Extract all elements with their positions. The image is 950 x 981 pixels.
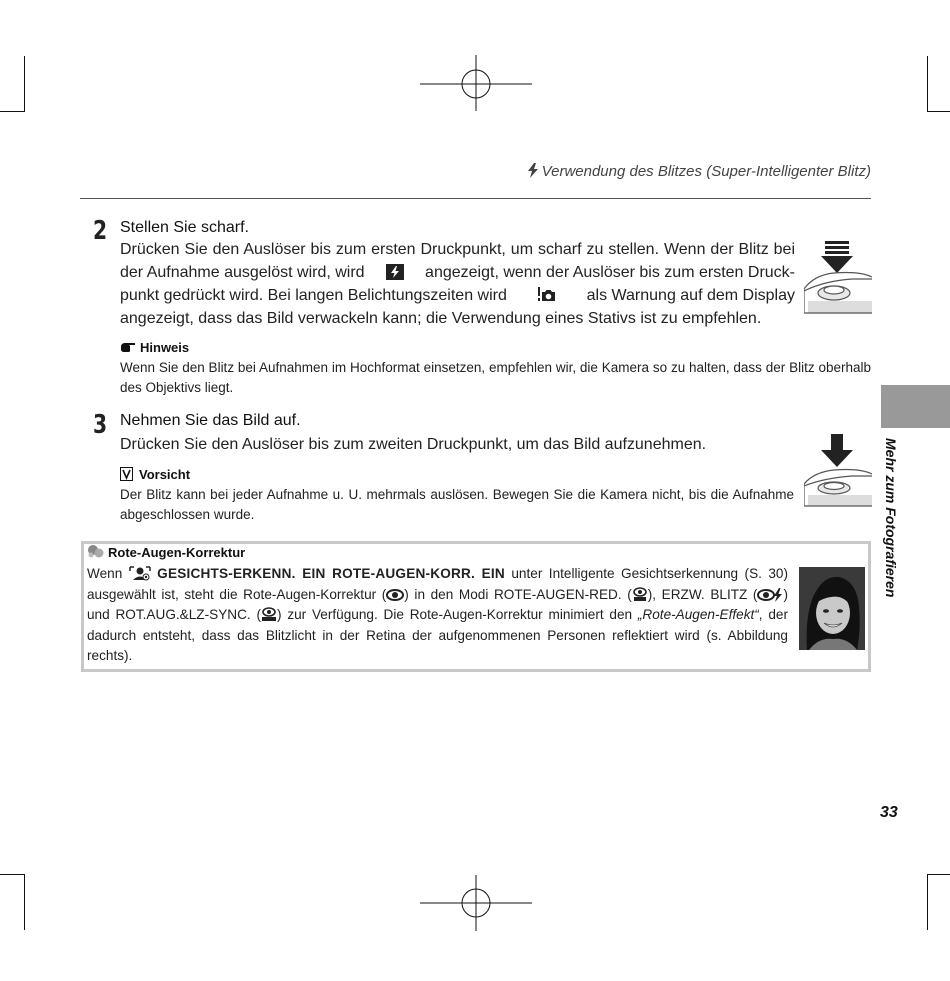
text-span: ), ERZW. BLITZ ( [647,586,758,602]
caution-text: Der Blitz kann bei jeder Aufnahme u. U. mehrmals auslösen. Bewegen Sie die Kamera nicht, bis die Aufnahme abgeschlossen wurde. [120,487,794,522]
flash-icon [528,163,538,178]
text-span: der Aufnahme ausgelöst wird, wird [120,264,365,281]
step-description [120,238,795,330]
caution-heading [120,467,190,482]
text-line [120,261,795,284]
page-number: 33 [880,804,898,821]
text-span: Wenn [87,566,123,581]
portrait-photo [799,567,865,650]
section-tab [881,385,950,428]
text-span: angezeigt, wenn der Auslöser bis zum ersten Druck- [425,264,795,281]
text-line: Drücken Sie den Auslöser bis zum ersten Druckpunkt, um scharf zu stellen. Wenn der Blitz bei [120,241,795,258]
red-eye-heading [108,545,245,560]
running-header [528,163,871,180]
text-line: angezeigt, dass das Bild verwackeln kann; die Verwendung eines Stativs ist zu empfehlen. [120,310,762,327]
header-rule [80,198,871,199]
registration-mark-icon [420,875,532,935]
shutter-half-press-illustration [804,241,872,315]
step-number: 3 [93,410,108,440]
header-text: Verwendung des Blitzes (Super-Intelligenter Blitz) [541,163,871,180]
text-span: , der dadurch entsteht, dass das Blitzlicht in der Retina der aufgenommenen Personen reflektiert wird (s. Abbildung rechts). [87,607,789,663]
crop-mark [0,874,24,875]
text-line [120,284,795,307]
step-description: Drücken Sie den Auslöser bis zum zweiten Druckpunkt, um das Bild aufzunehmen. [120,436,707,453]
section-side-label [877,438,901,638]
hint-text: Wenn Sie den Blitz bei Aufnahmen im Hochformat einsetzen, empfehlen wir, die Kamera so zu halten, dass der Blitz oberhalb des Objektivs liegt. [120,360,871,395]
crop-mark [927,874,928,930]
caution-title: Vorsicht [139,467,191,482]
registration-mark-icon [420,55,532,115]
text-span: ) und ROT.AUG.&LZ-SYNC. ( [87,586,788,622]
step-number: 2 [93,216,108,246]
crop-mark [24,56,25,112]
hint-title: Hinweis [140,340,190,355]
red-eye-slow-sync-icon [261,607,277,622]
step-title: Nehmen Sie das Bild auf. [120,412,301,429]
step-title: Stellen Sie scharf. [120,219,249,236]
portrait-image [799,567,865,650]
red-eye-auto-icon [632,587,648,602]
side-label-text: Mehr zum Fotografieren [883,438,899,598]
text-span: unter Intelligente Gesichtserkennung (S. 30) ausgewählt ist, steht die Rote-Augen-Korrektur ( [87,566,789,602]
face-detection-icon [129,566,151,581]
crop-mark [24,874,25,930]
crop-mark [928,111,950,112]
red-eye-text [87,564,788,667]
red-eye-fill-flash-icon [757,588,783,602]
emphasis-term: „Rote-Augen-Effekt“ [637,607,759,622]
red-eye-icon [386,588,404,602]
camera-shake-warning-icon [537,286,557,304]
text-span: punkt gedrückt wird. Bei langen Belichtungszeiten wird [120,287,507,304]
caution-icon [120,467,133,481]
flash-indicator-icon [386,264,404,280]
text-span: ) in den Modi ROTE-AUGEN-RED. ( [404,586,632,602]
crop-mark [0,111,24,112]
pointing-hand-icon [120,341,136,353]
crop-mark [927,56,928,112]
setting-name: GESICHTS-ERKENN. EIN ROTE-AUGEN-KORR. EIN [157,566,505,581]
text-span: als Warnung auf dem Display [586,287,795,304]
tip-icon [87,544,105,558]
crop-mark [928,874,950,875]
red-eye-title: Rote-Augen-Korrektur [108,545,246,560]
hint-heading [120,340,189,355]
text-span: ) zur Verfügung. Die Rote-Augen-Korrektur minimiert den [277,607,638,622]
shutter-full-press-illustration [804,434,872,508]
